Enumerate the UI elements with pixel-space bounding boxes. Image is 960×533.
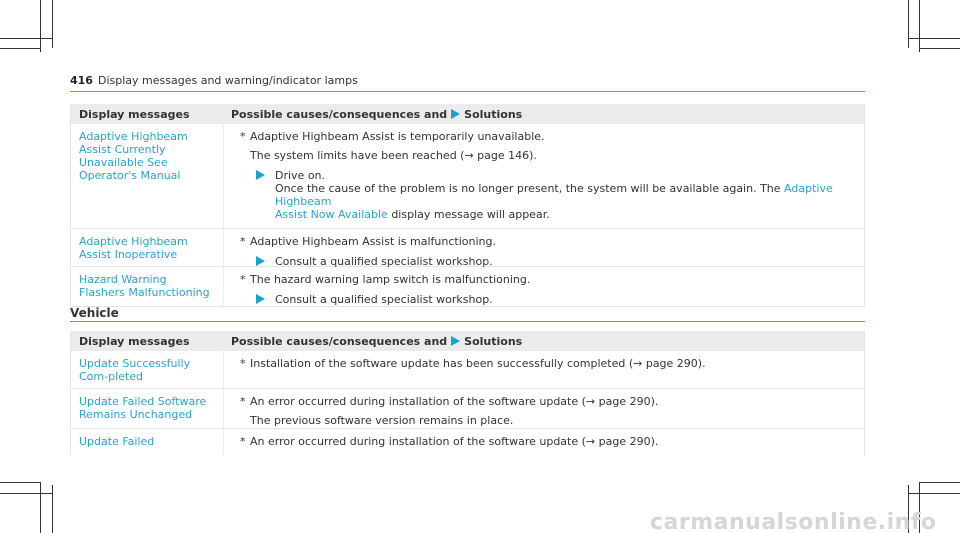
arrow-right-icon bbox=[451, 109, 460, 119]
cause-text: Adaptive Highbeam Assist is temporarily unavailable. bbox=[250, 130, 545, 143]
cause-cell bbox=[223, 124, 864, 228]
column-header-display-messages: Display messages bbox=[79, 107, 190, 121]
solution-text bbox=[275, 169, 856, 221]
bullet-star: * bbox=[240, 435, 246, 448]
column-header-causes-label: Possible causes/consequences and bbox=[231, 334, 448, 348]
arrow-right-icon bbox=[451, 336, 460, 346]
bullet-star: * bbox=[240, 235, 246, 248]
cause-text: The hazard warning lamp switch is malfunctioning. bbox=[250, 273, 531, 286]
crop-mark bbox=[908, 38, 960, 39]
column-header-solutions-label: Solutions bbox=[464, 334, 523, 348]
cause-item bbox=[240, 273, 856, 286]
cause-cell bbox=[223, 429, 864, 455]
table-row bbox=[71, 229, 864, 267]
bullet-star: * bbox=[240, 357, 246, 370]
crop-mark bbox=[908, 493, 960, 494]
crop-mark bbox=[40, 0, 41, 52]
crop-mark bbox=[0, 48, 40, 49]
page-title: Display messages and warning/indicator lamps bbox=[98, 74, 358, 87]
column-header-solutions-label: Solutions bbox=[464, 107, 523, 121]
column-header-causes-label: Possible causes/consequences and bbox=[231, 107, 448, 121]
table-row bbox=[71, 351, 864, 389]
display-message: Adaptive Highbeam Assist Currently Unavailable See Operator's Manual bbox=[79, 130, 188, 182]
page-header bbox=[70, 72, 865, 92]
cause-text: An error occurred during installation of the software update (→ page 290). bbox=[250, 395, 659, 408]
section-title: Vehicle bbox=[70, 306, 865, 322]
display-message: Update Successfully Com-pleted bbox=[79, 357, 191, 383]
cause-text: Adaptive Highbeam Assist is malfunctioning. bbox=[250, 235, 496, 248]
cause-cell bbox=[223, 267, 864, 306]
message-reference: Assist Now Available bbox=[275, 208, 388, 221]
solution-text: Consult a qualified specialist workshop. bbox=[275, 293, 493, 306]
display-message: Update Failed bbox=[79, 435, 155, 448]
page-number: 416 bbox=[70, 74, 93, 87]
crop-mark bbox=[40, 482, 41, 533]
display-message: Hazard Warning Flashers Malfunctioning bbox=[79, 273, 210, 299]
crop-mark bbox=[52, 0, 53, 48]
bullet-star: * bbox=[240, 130, 246, 143]
cause-cell bbox=[223, 229, 864, 266]
table-row bbox=[71, 389, 864, 429]
solution-line: Assist Now Available display message will appear. bbox=[275, 208, 550, 221]
cause-cell bbox=[223, 351, 864, 388]
watermark: carmanualsonline.info bbox=[650, 510, 937, 533]
solution-text: Consult a qualified specialist workshop. bbox=[275, 255, 493, 268]
cause-item bbox=[240, 435, 856, 448]
display-message: Adaptive Highbeam Assist Inoperative bbox=[79, 235, 188, 261]
column-header-causes bbox=[223, 335, 864, 348]
messages-table bbox=[70, 104, 865, 307]
cause-detail: The previous software version remains in place. bbox=[250, 414, 514, 427]
column-header-display-messages: Display messages bbox=[79, 334, 190, 348]
cause-item bbox=[240, 235, 856, 248]
solution-step bbox=[240, 169, 856, 221]
cause-cell bbox=[223, 389, 864, 428]
crop-mark bbox=[0, 38, 52, 39]
bullet-star: * bbox=[240, 273, 246, 286]
cause-item bbox=[240, 130, 856, 143]
arrow-right-icon bbox=[256, 256, 265, 266]
column-header-causes bbox=[223, 108, 864, 121]
crop-mark bbox=[920, 482, 960, 483]
crop-mark bbox=[52, 485, 53, 533]
cause-item bbox=[240, 395, 856, 408]
table-header bbox=[71, 104, 864, 124]
cause-item bbox=[240, 357, 856, 370]
display-message: Update Failed Software Remains Unchanged bbox=[79, 395, 207, 421]
solution-step bbox=[240, 293, 856, 306]
vehicle-messages-table bbox=[70, 331, 865, 455]
table-row bbox=[71, 429, 864, 455]
table-header bbox=[71, 331, 864, 351]
bullet-star: * bbox=[240, 395, 246, 408]
arrow-right-icon bbox=[256, 294, 265, 304]
crop-mark bbox=[920, 48, 960, 49]
arrow-right-icon bbox=[256, 170, 265, 180]
cause-text: Installation of the software update has been successfully completed (→ page 290). bbox=[250, 357, 706, 370]
crop-mark bbox=[0, 482, 40, 483]
table-row bbox=[71, 267, 864, 307]
solution-line: Once the cause of the problem is no longer present, the system will be available again. The Adaptive Highbeam bbox=[275, 182, 833, 208]
crop-mark bbox=[919, 0, 920, 52]
crop-mark bbox=[0, 493, 52, 494]
solution-line: Drive on. bbox=[275, 169, 326, 182]
message-reference: Adaptive Highbeam bbox=[275, 182, 833, 208]
table-row bbox=[71, 124, 864, 229]
cause-detail: The system limits have been reached (→ page 146). bbox=[250, 149, 537, 162]
crop-mark bbox=[908, 0, 909, 48]
cause-text: An error occurred during installation of the software update (→ page 290). bbox=[250, 435, 659, 448]
